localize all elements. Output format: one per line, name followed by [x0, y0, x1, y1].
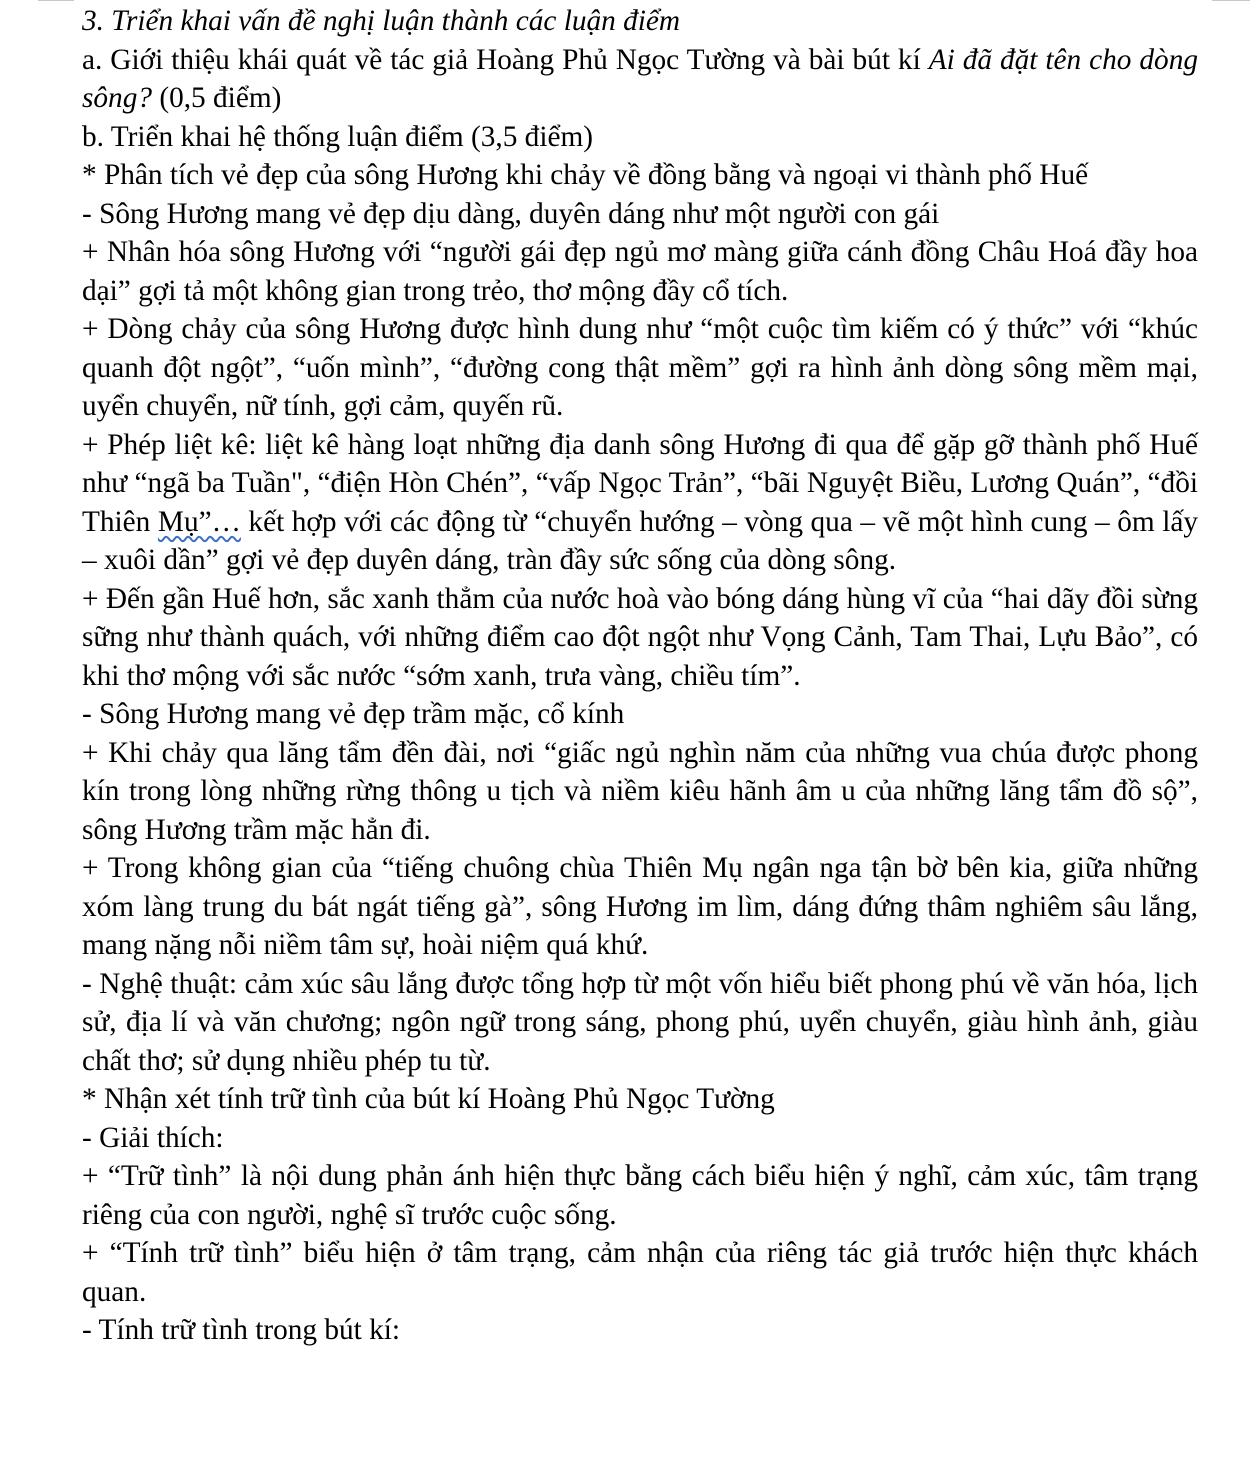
page-edge-right [1212, 0, 1250, 1]
paragraph: + Khi chảy qua lăng tẩm đền đài, nơi “giấc ngủ nghìn năm của những vua chúa được phong kín trong lòng những rừng thông u tịch và niềm kiêu hãnh âm u của những lăng tẩm đồ sộ”, sông Hương trầm mặc hẳn đi. [82, 736, 1198, 846]
intro-paragraph [82, 41, 1198, 118]
paragraph: + “Trữ tình” là nội dung phản ánh hiện thực bằng cách biểu hiện ý nghĩ, cảm xúc, tâm trạng riêng của con người, nghệ sĩ trước cuộc sống. [82, 1160, 1198, 1231]
intro-score: (0,5 điểm) [152, 82, 282, 114]
paragraph: + “Tính trữ tình” biểu hiện ở tâm trạng, cảm nhận của riêng tác giả trước hiện thực khách quan. [82, 1237, 1198, 1308]
enumeration-paragraph [82, 426, 1198, 580]
enumeration-text: + Phép liệt kê: liệt kê hàng loạt những địa danh sông Hương đi qua để gặp gỡ thành phố Huế như “ngã ba Tuần", “điện Hòn Chén”, “vấp Ngọc Trản”, “bãi Nguyệt Biều, Lương Quán”, “đồi Thiên [82, 428, 1198, 538]
paragraph: + Trong không gian của “tiếng chuông chùa Thiên Mụ ngân nga tận bờ bên kia, giữa những xóm làng trung du bát ngát tiếng gà”, sông Hương im lìm, dáng đứng thâm nghiêm sâu lắng, mang nặng nỗi niềm tâm sự, hoài niệm quá khứ. [82, 852, 1198, 961]
paragraph: - Giải thích: [82, 1121, 224, 1154]
paragraph: + Nhân hóa sông Hương với “người gái đẹp ngủ mơ màng giữa cánh đồng Châu Hoá đầy hoa dại” gợi tả một không gian trong trẻo, thơ mộng đầy cổ tích. [82, 236, 1198, 307]
paragraph: - Sông Hương mang vẻ đẹp trầm mặc, cổ kính [82, 698, 625, 730]
paragraph: * Nhận xét tính trữ tình của bút kí Hoàng Phủ Ngọc Tường [82, 1083, 775, 1115]
paragraph: + Đến gần Huế hơn, sắc xanh thẳm của nước hoà vào bóng dáng hùng vĩ của “hai dãy đồi sừng sững như thành quách, với những điểm cao đột ngột như Vọng Cảnh, Tam Thai, Lựu Bảo”, có khi thơ mộng với sắc nước “sớm xanh, trưa vàng, chiều tím”. [82, 582, 1198, 692]
last-line: - Tính trữ tình trong bút kí: [82, 1314, 401, 1346]
section-heading: 3. Triển khai vấn đề nghị luận thành các luận điểm [82, 5, 681, 37]
paragraph: + Dòng chảy của sông Hương được hình dung như “một cuộc tìm kiếm có ý thức” với “khúc quanh đột ngột”, “uốn mình”, “đường cong thật mềm” gợi ra hình ảnh dòng sông mềm mại, uyển chuyển, nữ tính, gợi cảm, quyến rũ. [82, 313, 1198, 422]
enumeration-text-end: kết hợp với các động từ “chuyển hướng – vòng qua – vẽ một hình cung – ôm lấy – xuôi dần” gợi vẻ đẹp duyên dáng, tràn đầy sức sống của dòng sông. [82, 505, 1198, 576]
document-page [82, 2, 1198, 1350]
paragraph: - Sông Hương mang vẻ đẹp dịu dàng, duyên dáng như một người con gái [82, 197, 940, 230]
spellcheck-flagged-text[interactable]: Mụ”… [157, 505, 241, 538]
paragraph: - Nghệ thuật: cảm xúc sâu lắng được tổng hợp từ một vốn hiểu biết phong phú về văn hóa, lịch sử, địa lí và văn chương; ngôn ngữ trong sáng, phong phú, uyển chuyển, giàu hình ảnh, giàu chất thơ; sử dụng nhiều phép tu từ. [82, 967, 1198, 1077]
paragraph: * Phân tích vẻ đẹp của sông Hương khi chảy về đồng bằng và ngoại vi thành phố Huế [82, 159, 1089, 191]
work-title: Ai đã đặt tên cho dòng sông? [82, 43, 1198, 114]
page-edge-left [38, 0, 74, 1]
intro-text: a. Giới thiệu khái quát về tác giả Hoàng Phủ Ngọc Tường và bài bút kí [82, 43, 929, 76]
section-b-heading: b. Triển khai hệ thống luận điểm (3,5 điểm) [82, 120, 594, 153]
